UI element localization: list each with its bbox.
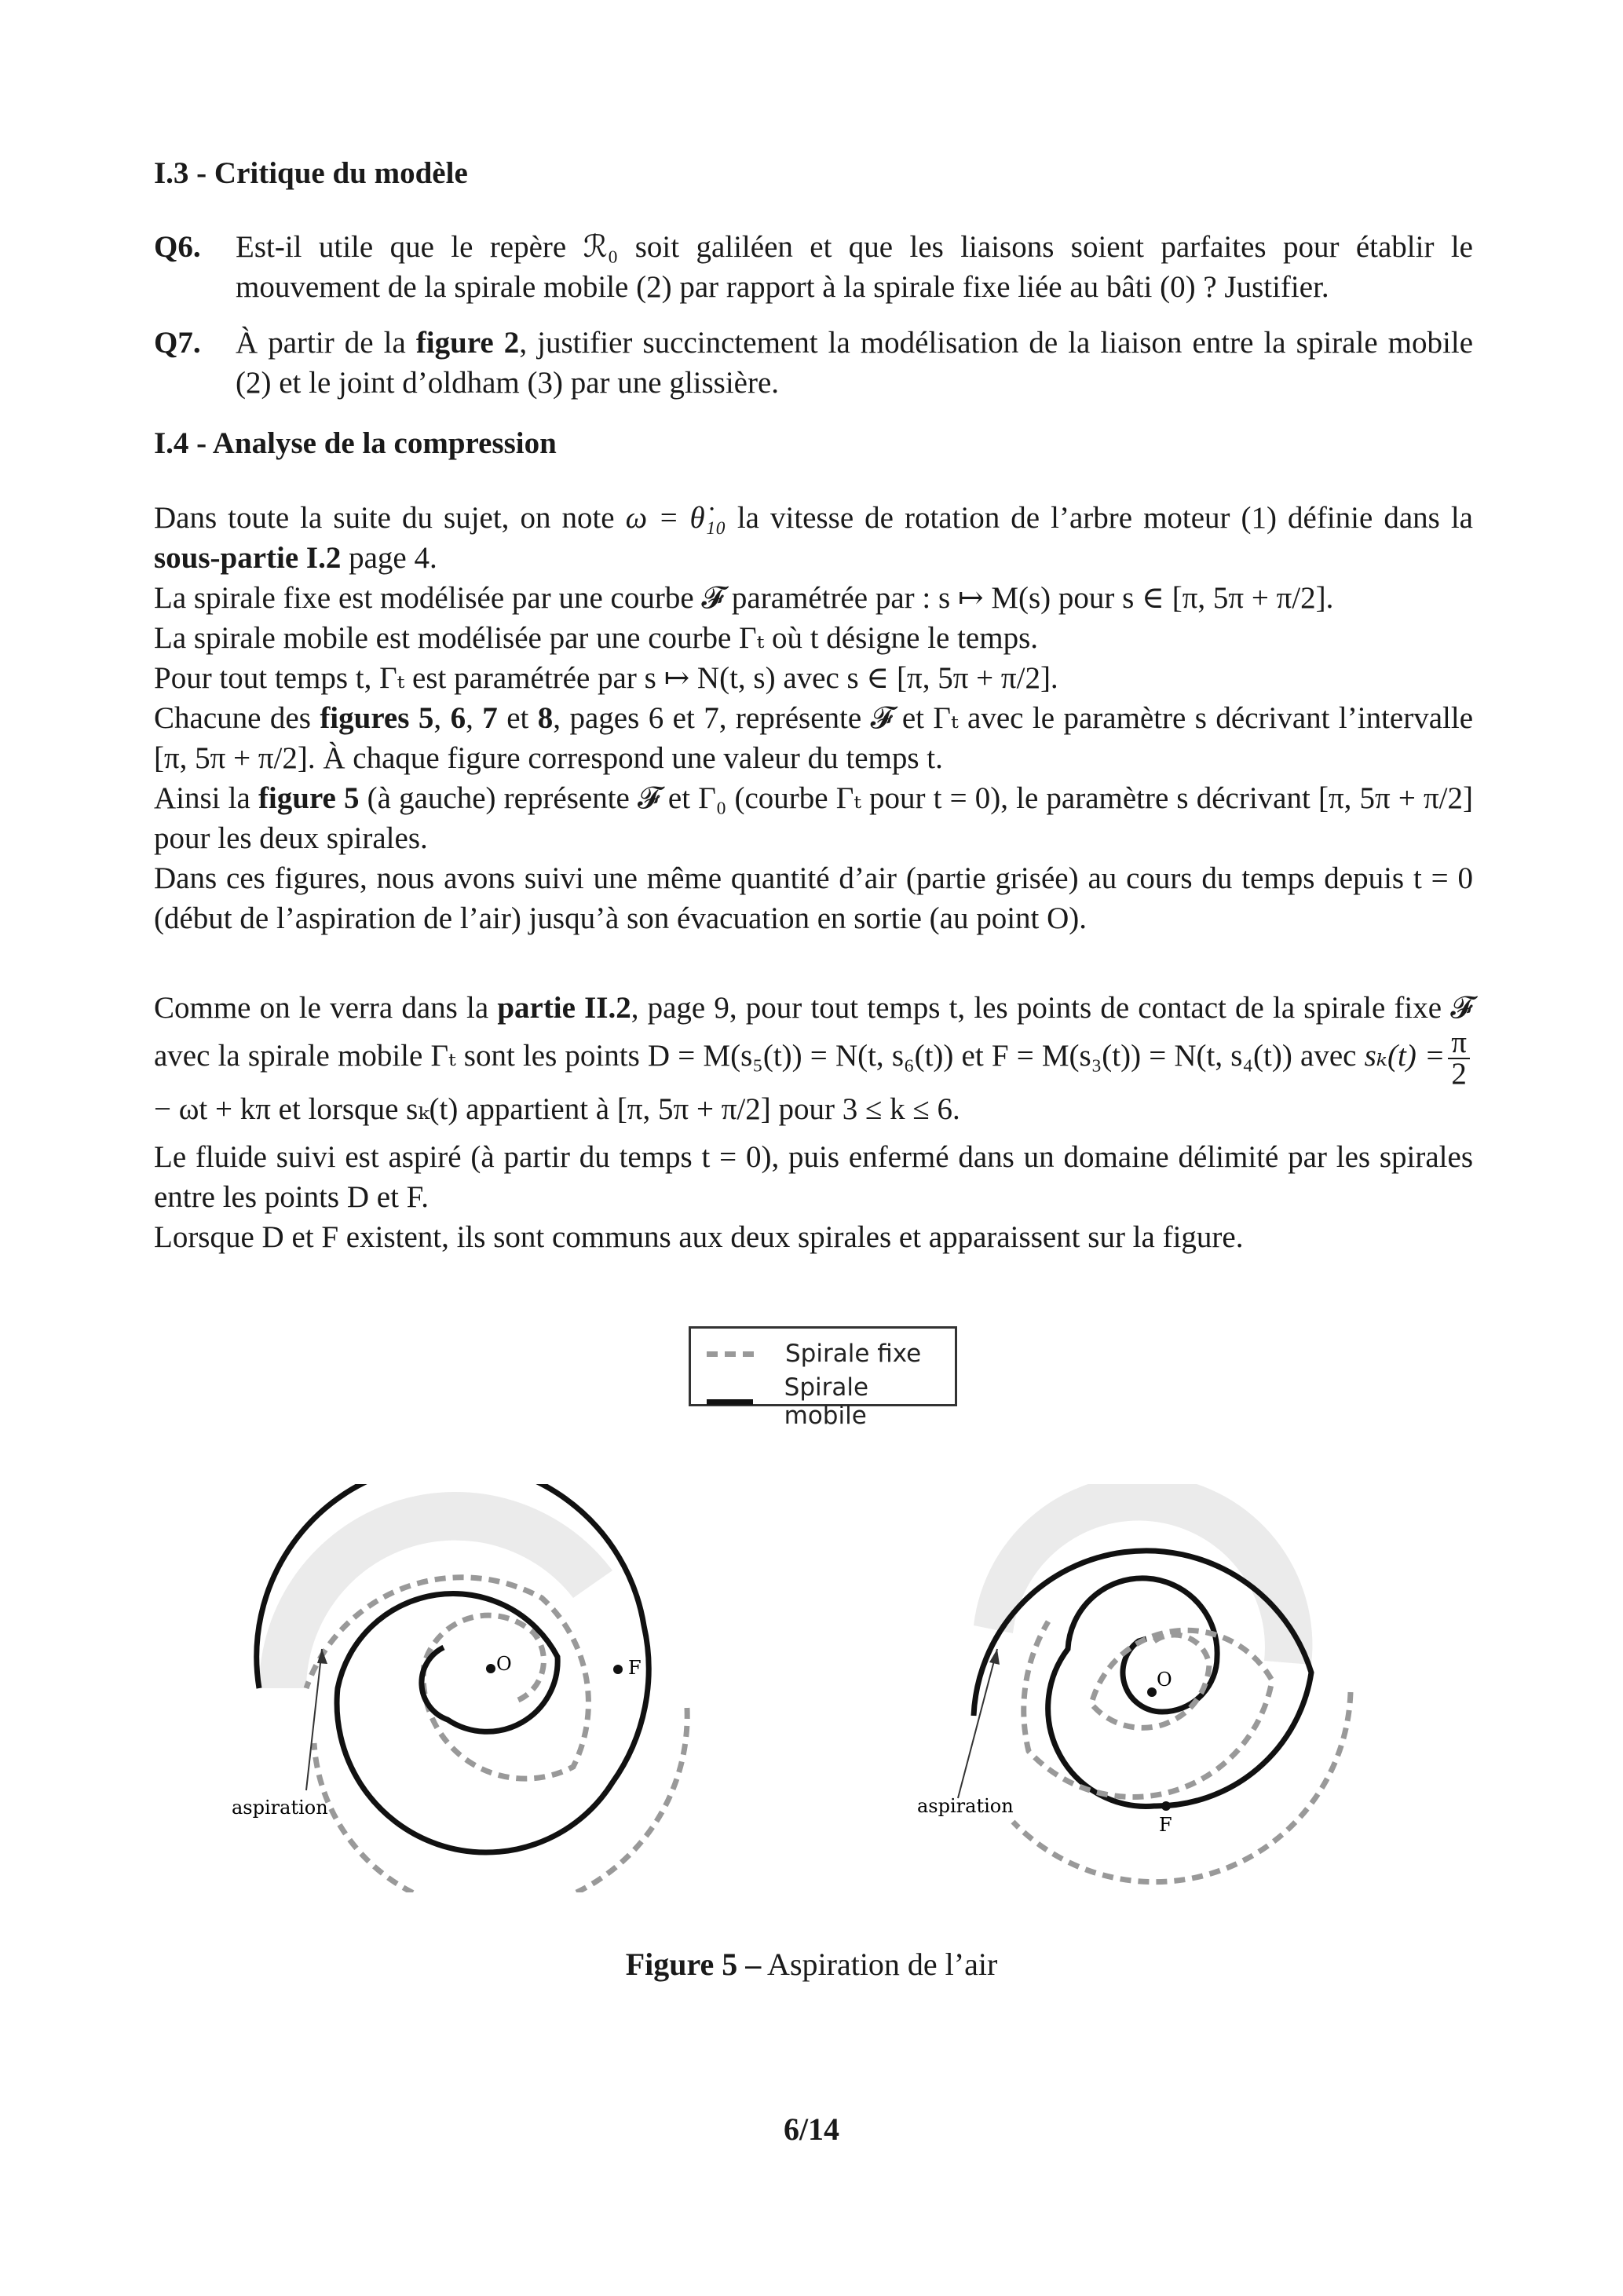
aspiration-label: aspiration — [232, 1797, 328, 1819]
body-line: Lorsque D et F existent, ils sont communs aux deux spirales et apparaissent sur la figure. — [154, 1220, 1244, 1254]
body-paragraph-2 — [154, 988, 1473, 1257]
page-number: 6/14 — [783, 2111, 840, 2147]
question-label: Q7. — [154, 326, 201, 360]
contact-label: F — [628, 1657, 642, 1679]
figure-caption: Figure 5 – Aspiration de l’air — [625, 1947, 998, 1982]
body-line: Chacune des figures 5, 6, 7 et 8, pages 6 et 7, représente 𝓕 et Γₜ avec le paramètre s décrivant l’intervalle [π, 5π + π/2]. À chaque figure correspond une valeur du temps t. — [154, 701, 1474, 775]
fixed-spiral — [1013, 1692, 1351, 1882]
body-line: Ainsi la figure 5 (à gauche) représente 𝓕 et Γ₀ (courbe Γₜ pour t = 0), le paramètre s décrivant [π, 5π + π/2] pour les deux spirales. — [154, 781, 1473, 855]
figure-right-spirals — [895, 1484, 1460, 1892]
legend-item-mobile: Spirale mobile — [707, 1373, 955, 1430]
section-title-i3: I.3 - Critique du modèle — [154, 156, 468, 190]
contact-label: F — [1159, 1814, 1172, 1836]
fraction: $\frac{\pi}{2}$ — [1448, 1028, 1470, 1089]
body-line: Dans ces figures, nous avons suivi une même quantité d’air (partie grisée) au cours du temps depuis t = 0 (début de l’aspiration de l’air) jusqu’à son évacuation en sortie (au point O). — [154, 861, 1473, 935]
body-line: Le fluide suivi est aspiré (à partir du temps t = 0), puis enfermé dans un domaine délimité par les spirales entre les points D et F. — [154, 1140, 1473, 1214]
body-line: La spirale mobile est modélisée par une courbe Γₜ où t désigne le temps. — [154, 621, 1038, 655]
contact-point — [613, 1665, 623, 1674]
body-line: La spirale fixe est modélisée par une courbe 𝓕 paramétrée par : s ↦ M(s) pour s ∈ [π, 5π + π/2]. — [154, 581, 1334, 615]
section-title-i4: I.4 - Analyse de la compression — [154, 426, 557, 460]
dashed-line-swatch-icon — [707, 1351, 754, 1357]
fixed-spiral — [306, 1578, 588, 1779]
question-q7 — [154, 323, 1473, 403]
figure-legend — [689, 1326, 957, 1430]
body-line: Comme on le verra dans la partie II.2, page 9, pour tout temps t, les points de contact de la spirale fixe 𝓕 avec la spirale mobile Γₜ sont les points D = M(s₅(t)) = N(t, s₆(t)) et F = M(s₃(t)) = N(t, s₄(t)) avec sₖ(t) = $\frac{\pi}{2}$ − ωt + kπ et lorsque sₖ(t) appartient à [π, 5π + π/2] pour 3 ≤ k ≤ 6. — [154, 991, 1473, 1126]
question-q6 — [154, 227, 1473, 307]
body-line: Pour tout temps t, Γₜ est paramétrée par s ↦ N(t, s) avec s ∈ [π, 5π + π/2]. — [154, 661, 1058, 695]
solid-line-swatch-icon — [707, 1399, 753, 1405]
center-label: O — [496, 1653, 512, 1675]
center-point — [486, 1664, 495, 1673]
question-text: Est-il utile que le repère ℛ₀ soit galiléen et que les liaisons soient parfaites pour établir le mouvement de la spirale mobile (2) par rapport à la spirale fixe liée au bâti (0) ? Justifier. — [236, 230, 1473, 304]
question-text: À partir de la figure 2, justifier succinctement la modélisation de la liaison entre la spirale mobile (2) et le joint d’oldham (3) par une glissière. — [236, 326, 1473, 400]
question-label: Q6. — [154, 230, 201, 264]
aspiration-arrow — [958, 1649, 997, 1798]
center-label: O — [1157, 1669, 1172, 1691]
contact-point — [1161, 1801, 1171, 1811]
body-paragraph — [154, 498, 1473, 938]
aspiration-label: aspiration — [917, 1795, 1014, 1817]
body-line: Dans toute la suite du sujet, on note ω = θ̇₁₀ la vitesse de rotation de l’arbre moteur (1) définie dans la sous-partie I.2 page 4. — [154, 501, 1473, 575]
figure-left-spirals — [220, 1484, 785, 1892]
center-point — [1147, 1687, 1157, 1697]
legend-item-fixed: Spirale fixe — [707, 1340, 921, 1368]
